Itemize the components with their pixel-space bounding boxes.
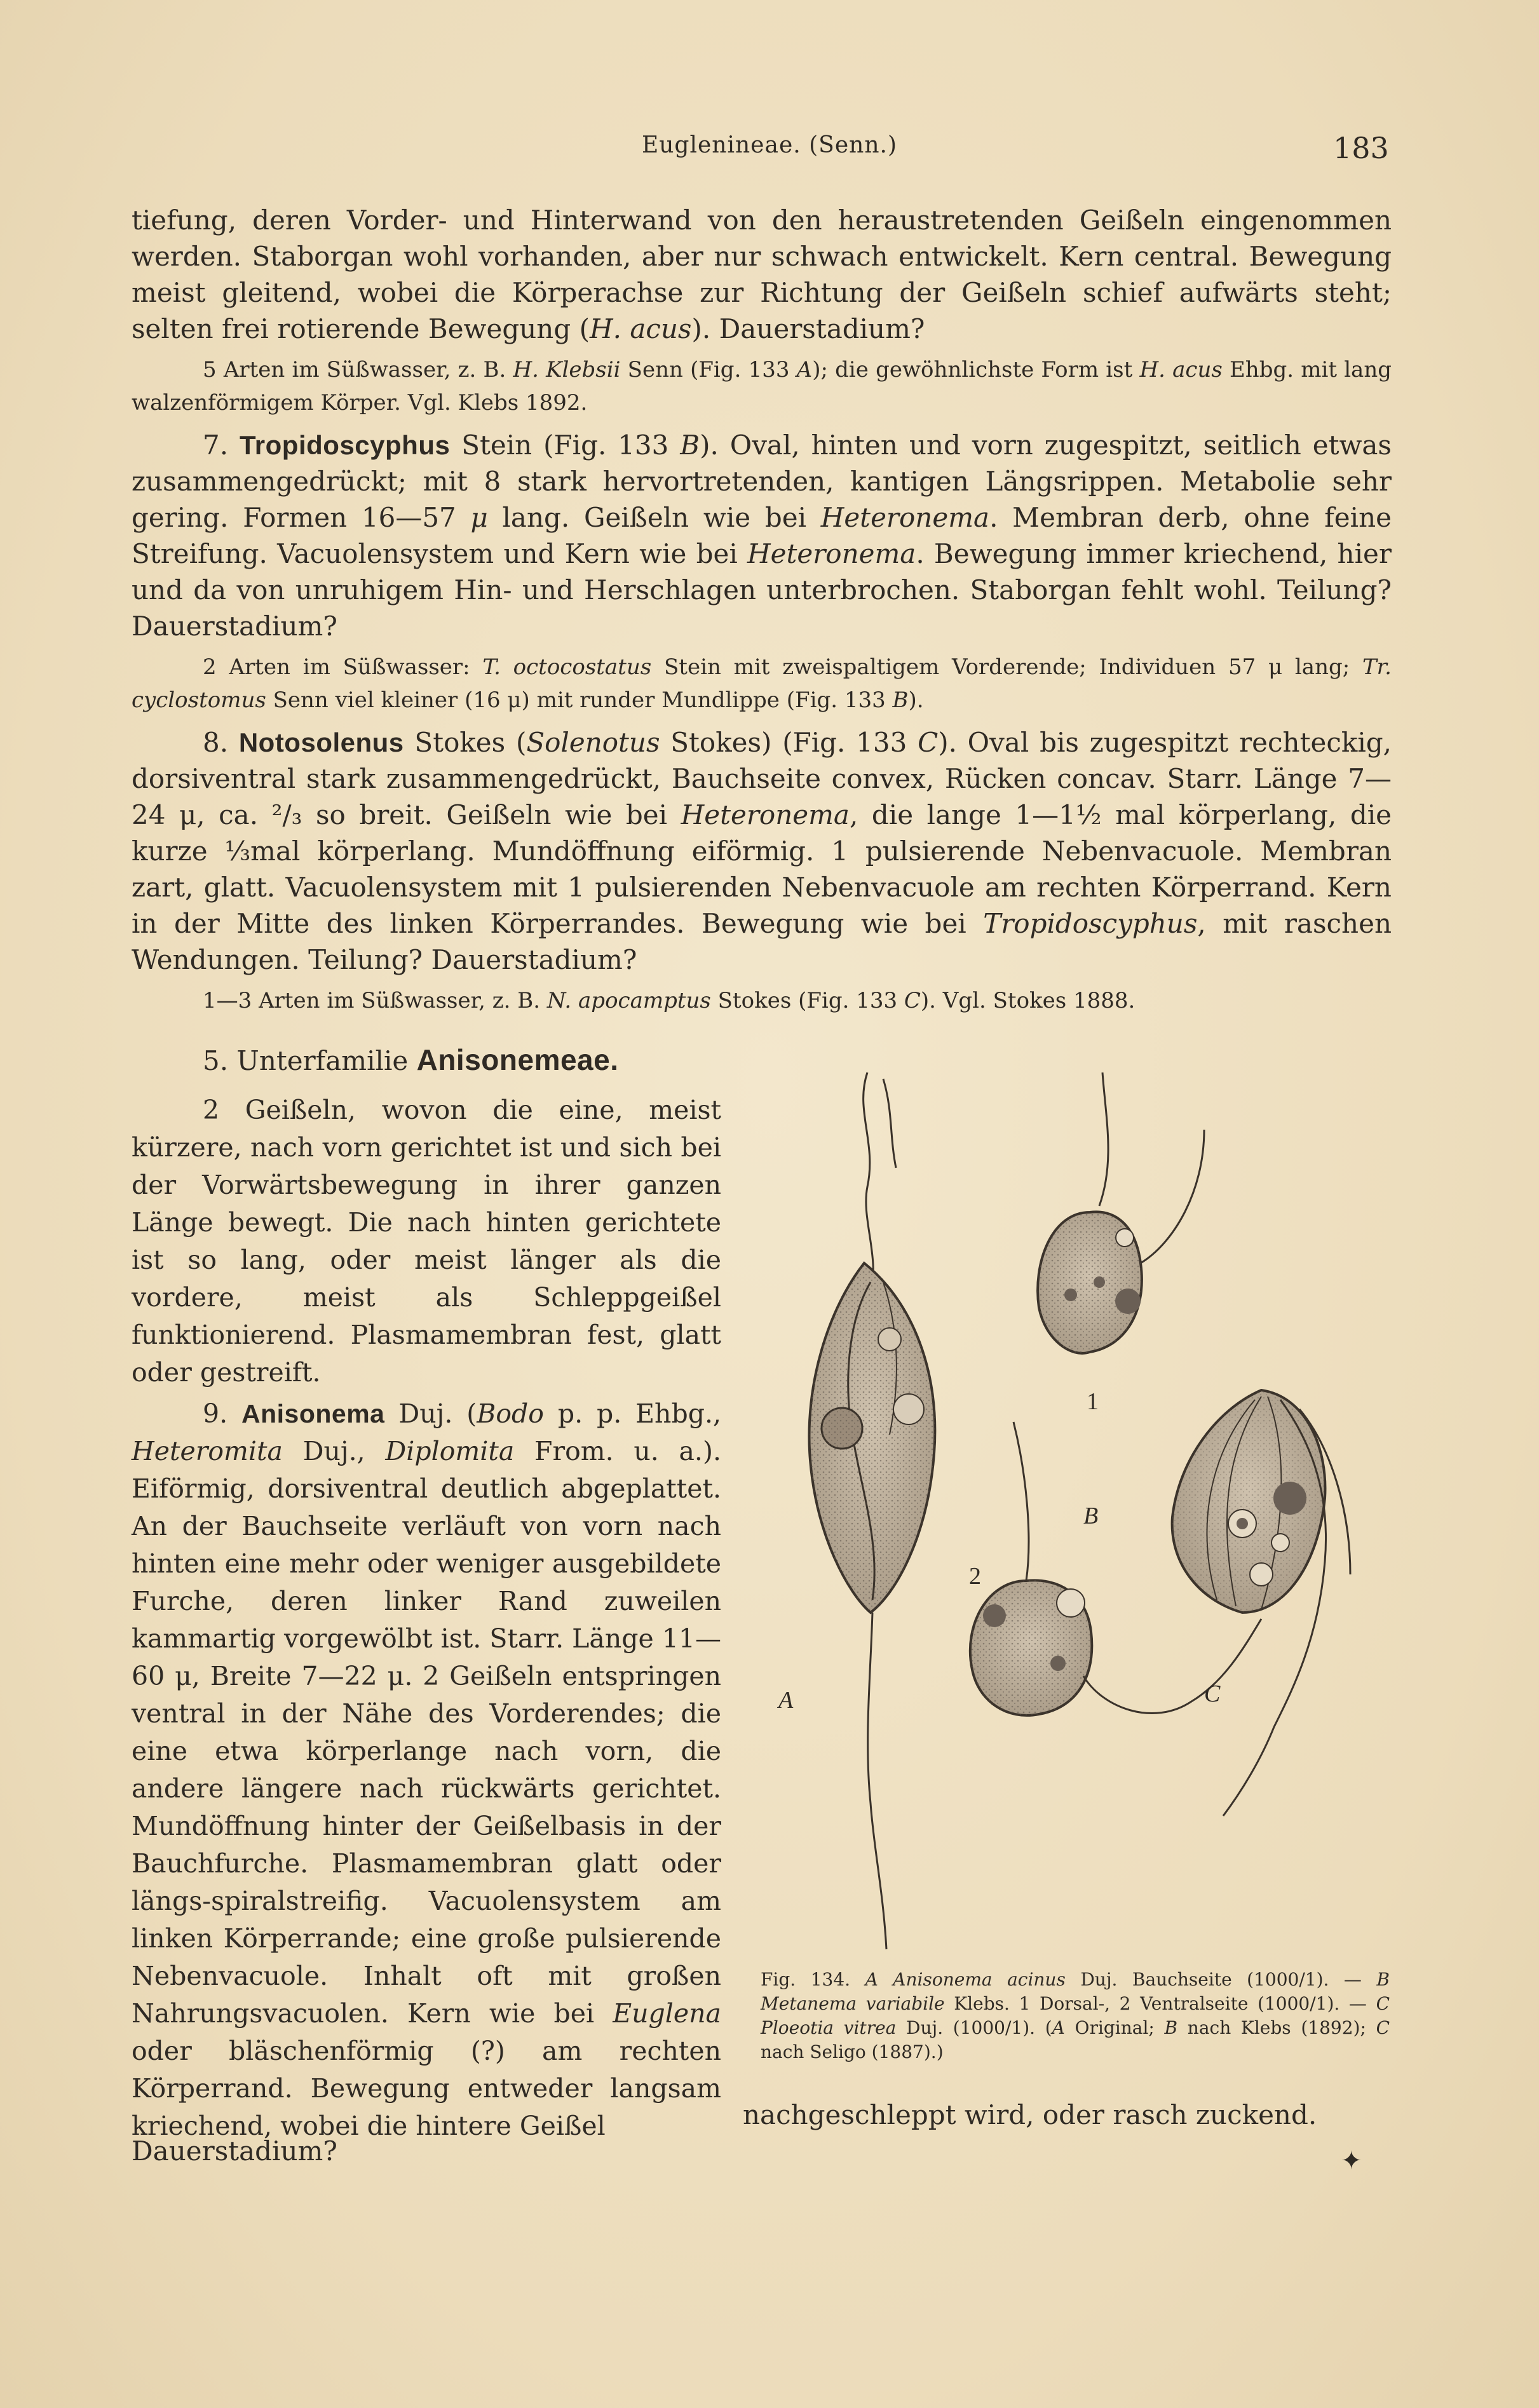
species-note-3: 1—3 Arten im Süßwasser, z. B. N. apocamptus Stokes (Fig. 133 C). Vgl. Stokes 1888.: [203, 988, 1136, 1013]
genus-8-paragraph: 8. Notosolenus Stokes (Solenotus Stokes) (Fig. 133 C). Oval bis zugespitzt rechteckig, dorsiventral stark zusammengedrückt, Bauchseite convex, Rücken concav. Starr. Länge 7—24 μ, ca. ²/₃ so breit. Geißeln wie bei Heteronema, die lange 1—1½ mal körperlang, die kurze ⅓mal körperlang. Mundöffnung eiförmig. 1 pulsierende Nebenvacuole. Membran zart, glatt. Vacuolensystem mit 1 pulsierenden Nebenvacuole am rechten Körperrand. Kern in der Mitte des linken Körperrandes. Bewegung wie bei Tropidoscyphus, mit raschen Wendungen. Teilung? Dauerstadium?: [132, 727, 1392, 975]
subfamily-name: Anisonemeae.: [416, 1043, 619, 1076]
figure-label-c: C: [1204, 1681, 1221, 1707]
genus-9-name: Anisonema: [241, 1399, 385, 1428]
intro-paragraph: [132, 202, 1392, 347]
genus-7-paragraph: 7. Tropidoscyphus Stein (Fig. 133 B). Oval, hinten und vorn zugespitzt, seitlich etwas zusammengedrückt; mit 8 stark hervortretenden, kantigen Längsrippen. Metabolie sehr gering. Formen 16—57 μ lang. Geißeln wie bei Heteronema. Membran derb, ohne feine Streifung. Vacuolensystem und Kern wie bei Heteronema. Bewegung immer kriechend, hier und da von unruhigem Hin- und Herschlagen unterbrochen. Staborgan fehlt wohl. Teilung? Dauerstadium?: [132, 430, 1392, 642]
species-note-1: 5 Arten im Süßwasser, z. B. H. Klebsii Senn (Fig. 133 A); die gewöhnlichste Form ist H. acus Ehbg. mit lang walzenförmigem Körper. Vgl. Klebs 1892.: [132, 357, 1392, 416]
left-column: [132, 1042, 721, 2145]
cell-b1-metanema-dorsal: [1038, 1072, 1204, 1353]
figure-caption: Fig. 134. A Anisonema acinus Duj. Bauchseite (1000/1). — B Metanema variabile Klebs. 1 Dorsal-, 2 Ventralseite (1000/1). — C Ploeotia vitrea Duj. (1000/1). (A Original; B nach Klebs (1892); C nach Seligo (1887).): [761, 1969, 1390, 2062]
ink-mark: ✦: [1341, 2146, 1362, 2175]
main-text-block: [132, 202, 1392, 1017]
genus-7-name: Tropidoscyphus: [239, 430, 451, 460]
bottom-line-b: Dauerstadium?: [132, 2135, 337, 2167]
bottom-line-a: nachgeschleppt wird, oder rasch zuckend.: [743, 2099, 1317, 2130]
figure-label-1: 1: [1087, 1388, 1099, 1415]
species-note-2: 2 Arten im Süßwasser: T. octocostatus Stein mit zweispaltigem Vorderende; Individuen 57 μ lang; Tr. cyclostomus Senn viel kleiner (16 μ) mit runder Mundlippe (Fig. 133 B).: [132, 654, 1392, 713]
cell-c-ploeotia: [1172, 1390, 1350, 1816]
subfamily-text: 2 Geißeln, wovon die eine, meist kürzere, nach vorn gerichtet ist und sich bei der Vorwärtsbewegung in ihrer ganzen Länge bewegt. Die nach hinten gerichtete ist so lang, oder meist länger als die vordere, meist als Schleppgeißel funktionierend. Plasmamembran fest, glatt oder gestreift.: [132, 1095, 721, 1388]
intro-end: ). Dauerstadium?: [691, 313, 925, 344]
figure-illustration: [759, 1053, 1407, 1994]
intro-italic: H. acus: [589, 313, 692, 344]
figure-label-b: B: [1083, 1503, 1099, 1529]
genus-9-paragraph: 9. Anisonema Duj. (Bodo p. p. Ehbg., Heteromita Duj., Diplomita From. u. a.). Eiförmig, dorsiventral deutlich abgeplattet. An der Bauchseite verläuft von vorn nach hinten eine mehr oder weniger ausgebildete Furche, deren linker Rand zuweilen kammartig vorgewölbt ist. Starr. Länge 11—60 μ, Breite 7—22 μ. 2 Geißeln entspringen ventral in der Nähe des Vorderendes; die eine etwa körperlange nach vorn, die andere längere nach rückwärts gerichtet. Mundöffnung hinter der Geißelbasis in der Bauchfurche. Plasmamembran glatt oder längs-spiralstreifig. Vacuolensystem am linken Körperrande; eine große pulsierende Nebenvacuole. Inhalt oft mit großen Nahrungsvacuolen. Kern wie bei Euglena oder bläschenförmig (?) am rechten Körperrand. Bewegung entweder langsam kriechend, wobei die hintere Geißel: [132, 1398, 722, 2141]
subfamily-heading: 5. Unterfamilie Anisonemeae.: [203, 1043, 619, 1076]
figure-134: [759, 1053, 1407, 1994]
running-title: Euglenineae. (Senn.): [641, 132, 898, 158]
bottom-text: [132, 2097, 1392, 2169]
figure-label-a: A: [778, 1687, 794, 1714]
intro-text: tiefung, deren Vorder- und Hinterwand von den heraustretenden Geißeln eingenommen werden. Staborgan wohl vorhanden, aber nur schwach entwickelt. Kern central. Bewegung meist gleitend, wobei die Körperachse zur Richtung der Geißeln schief aufwärts steht; selten frei rotierende Bewegung (: [132, 205, 1392, 344]
figure-label-2: 2: [969, 1563, 981, 1590]
cell-a-anisonema: [809, 1072, 935, 1949]
genus-8-name: Notosolenus: [238, 727, 404, 757]
page-number: 183: [1333, 131, 1389, 165]
